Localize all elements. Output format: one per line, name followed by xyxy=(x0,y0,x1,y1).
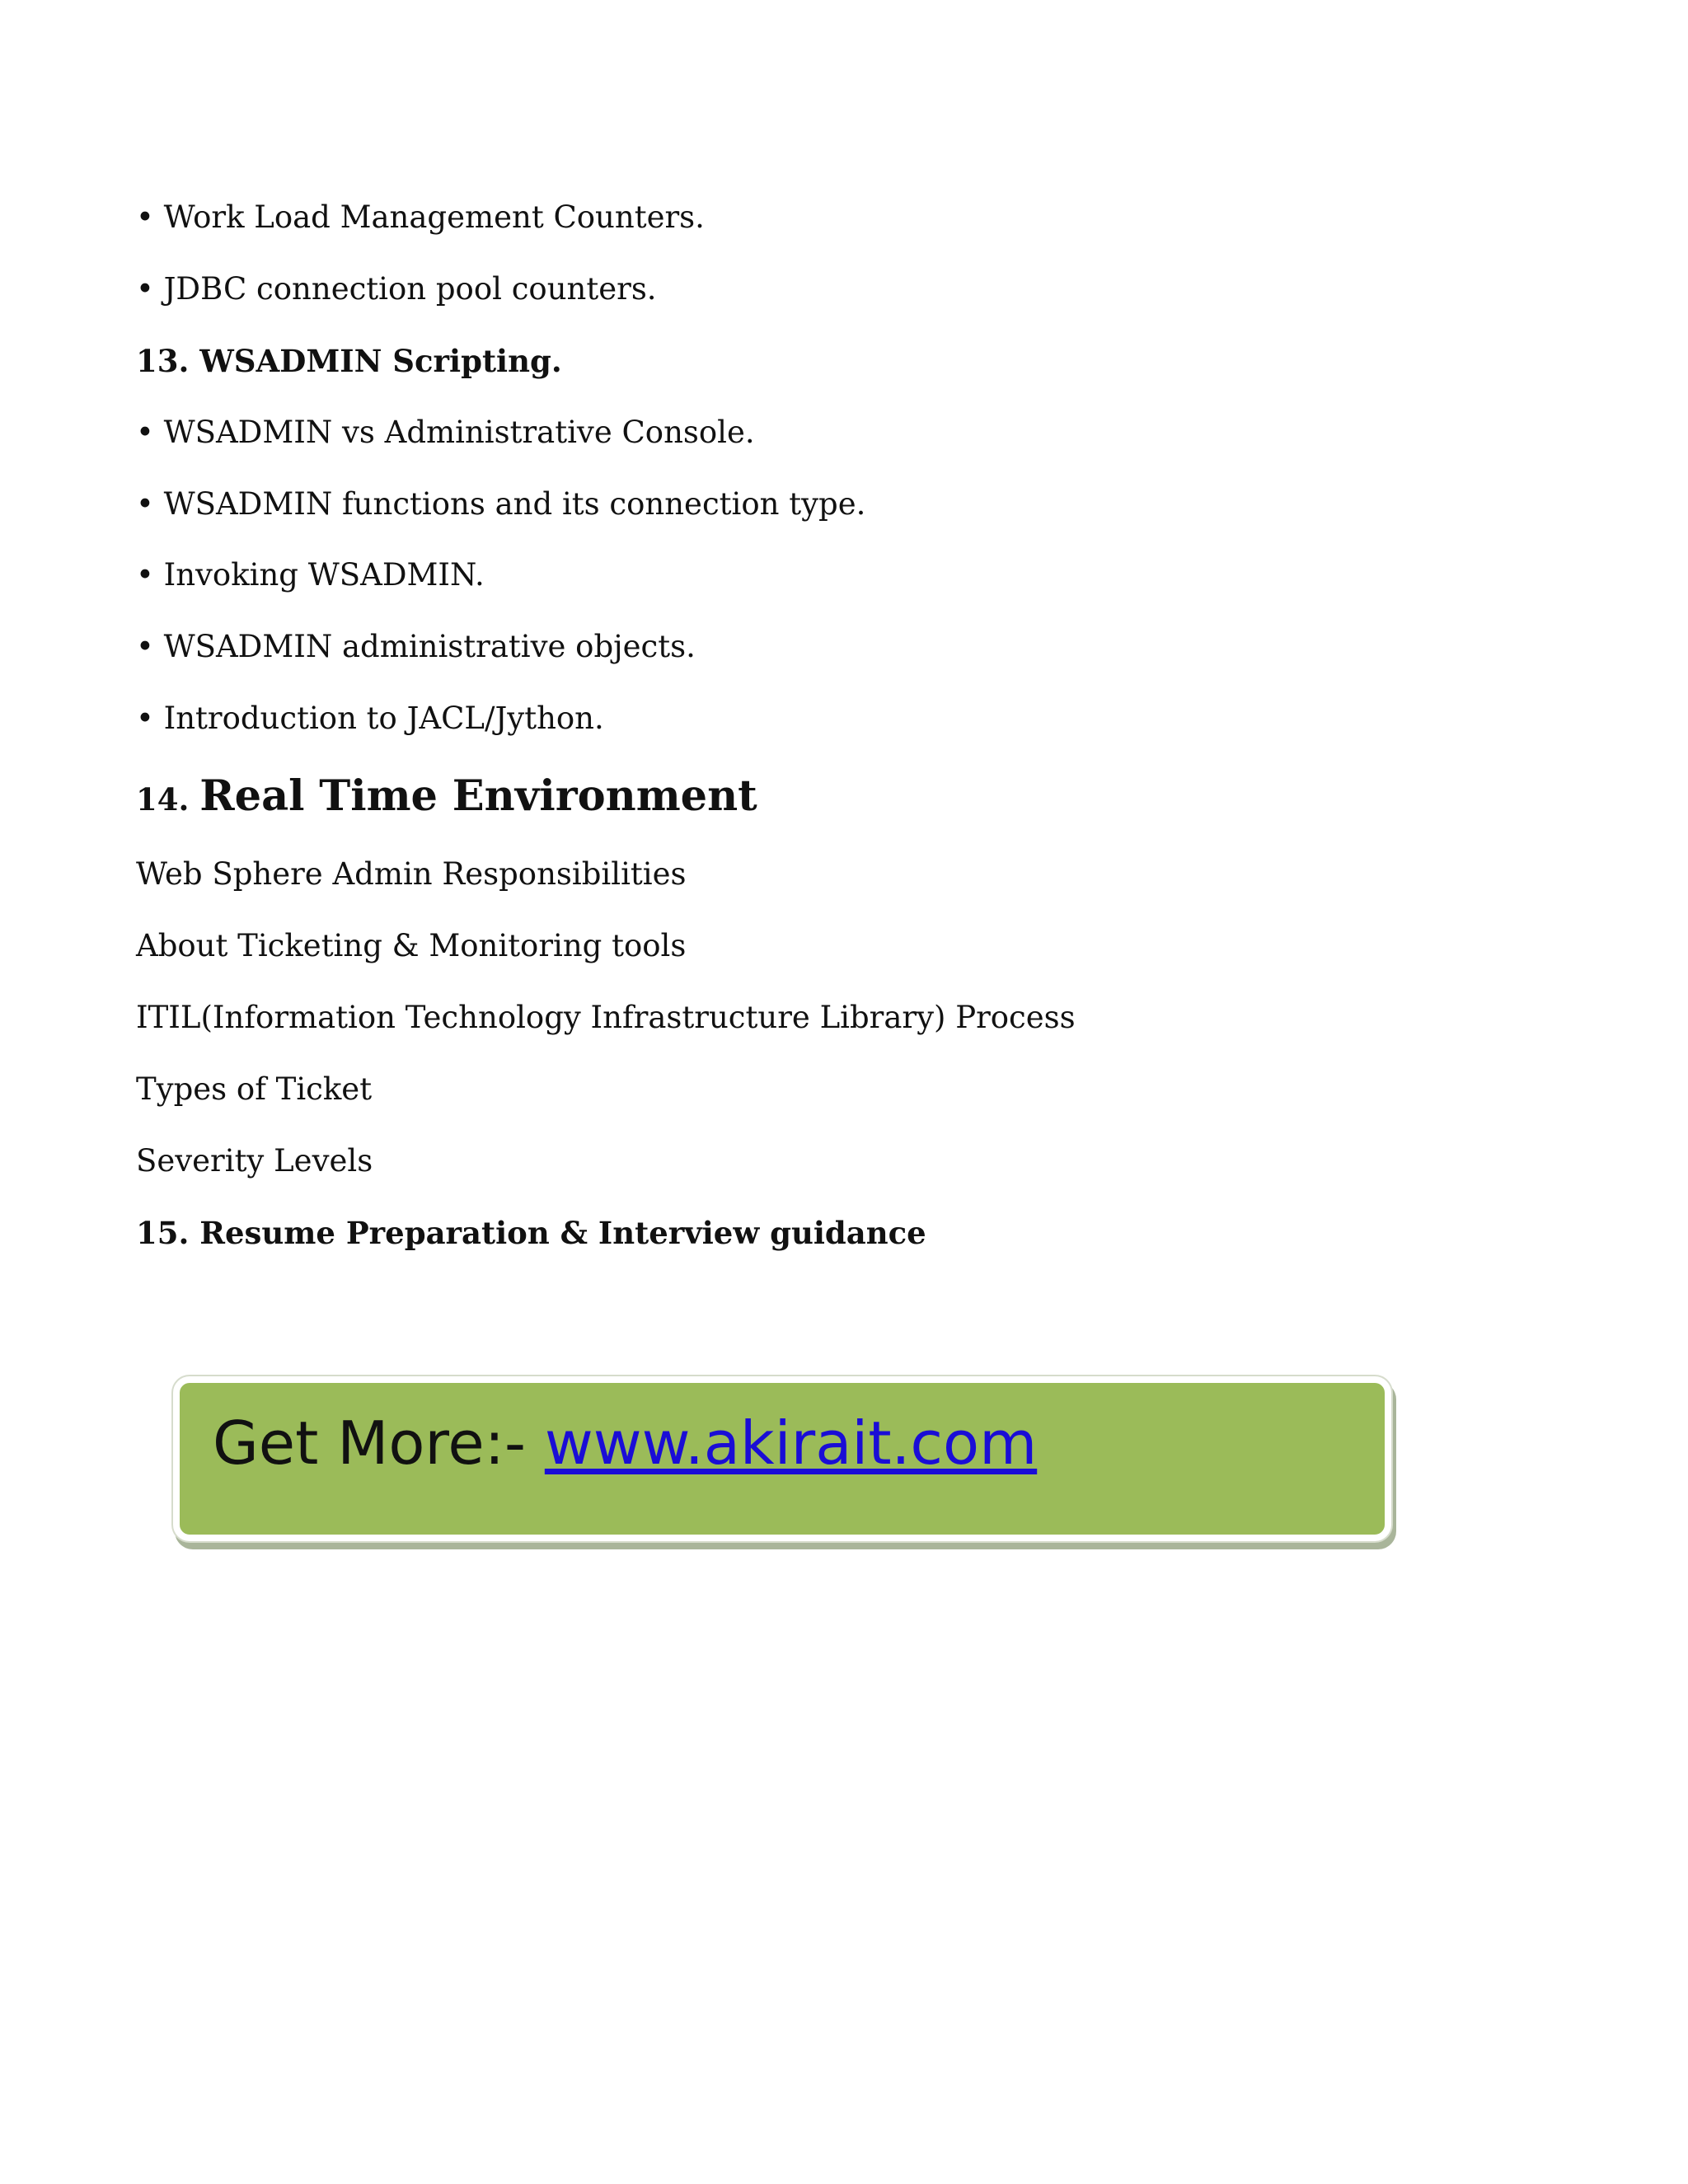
bullet-jdbc-connection-pool: • JDBC connection pool counters. xyxy=(136,271,657,307)
bullet-wsadmin-objects: • WSADMIN administrative objects. xyxy=(136,629,696,664)
section-14-number: 14. xyxy=(136,781,190,818)
section-13-heading: 13. WSADMIN Scripting. xyxy=(136,343,562,379)
bullet-work-load-management: • Work Load Management Counters. xyxy=(136,199,705,235)
website-link[interactable]: www.akirait.com xyxy=(544,1408,1038,1478)
section-15-heading: 15. Resume Preparation & Interview guidance xyxy=(136,1215,926,1251)
item-admin-responsibilities: Web Sphere Admin Responsibilities xyxy=(136,856,687,892)
item-severity-levels: Severity Levels xyxy=(136,1143,373,1179)
banner-text xyxy=(213,1406,1037,1480)
bullet-invoking-wsadmin: • Invoking WSADMIN. xyxy=(136,557,485,593)
section-14-heading xyxy=(136,771,757,824)
item-itil-process: ITIL(Information Technology Infrastructure Library) Process xyxy=(136,1000,1076,1035)
item-ticketing-tools: About Ticketing & Monitoring tools xyxy=(136,928,687,963)
section-14-title: Real Time Environment xyxy=(199,771,757,821)
banner-prefix: Get More:- xyxy=(213,1408,545,1478)
bullet-jacl-jython: • Introduction to JACL/Jython. xyxy=(136,701,604,736)
bullet-wsadmin-vs-console: • WSADMIN vs Administrative Console. xyxy=(136,415,755,450)
bullet-wsadmin-functions: • WSADMIN functions and its connection type. xyxy=(136,486,866,522)
item-types-of-ticket: Types of Ticket xyxy=(136,1071,373,1107)
get-more-banner xyxy=(173,1376,1391,1541)
